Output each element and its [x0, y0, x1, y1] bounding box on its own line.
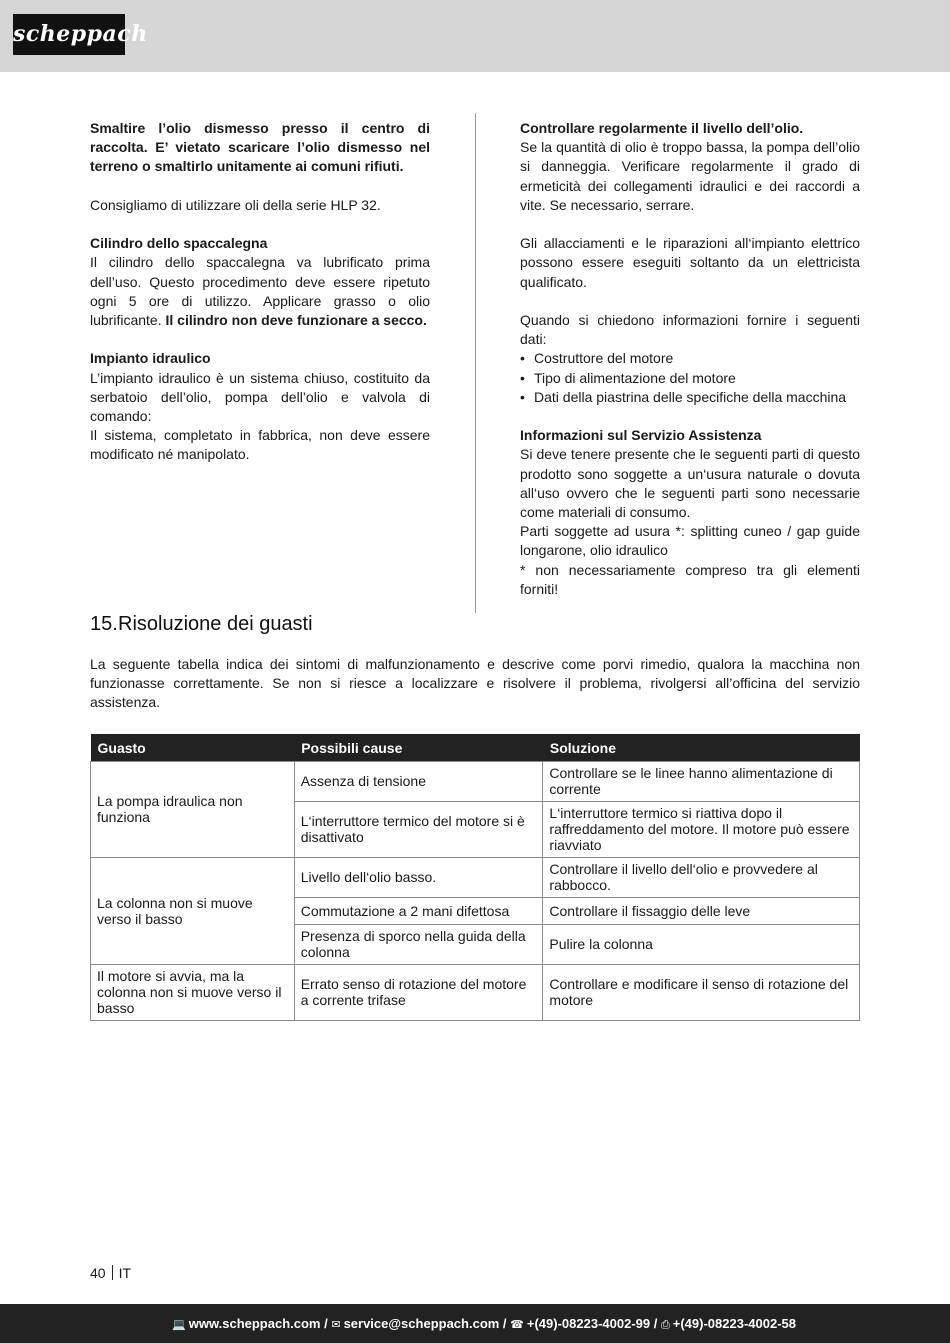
cause-cell: Presenza di sporco nella guida della colonna [294, 924, 543, 964]
electrical-note: Gli allacciamenti e le riparazioni all‘impianto elettrico possono essere eseguiti soltanto da un elettricista qualificato. [520, 235, 860, 290]
page-number-separator [112, 1265, 113, 1280]
column-header-cause: Possibili cause [294, 734, 543, 761]
cylinder-warning: Il cilindro non deve funzionare a secco. [165, 312, 427, 328]
list-item: • Costruttore del motore [520, 349, 860, 368]
service-text: Si deve tenere presente che le seguenti parti di questo prodotto sono soggette a un‘usura naturale o dovuta all‘uso ovvero che le seguenti parti sono necessarie come materiali di consumo. [520, 446, 860, 521]
cylinder-heading: Cilindro dello spaccalegna [90, 235, 268, 252]
service-heading: Informazioni sul Servizio Assistenza [520, 427, 762, 444]
column-header-fault: Guasto [91, 734, 295, 761]
service-section [520, 426, 860, 599]
solution-cell: Controllare il livello dell‘olio e provvedere al rabbocco. [543, 857, 860, 897]
page-header [0, 0, 950, 72]
footer-phone: +(49)-08223-4002-99 / [526, 1316, 658, 1331]
oil-recommendation: Consigliamo di utilizzare oli della serie HLP 32. [90, 196, 381, 213]
info-list [520, 349, 860, 407]
cause-cell: L‘interruttore termico del motore si è disattivato [294, 801, 543, 857]
oil-disposal-warning: Smaltire l’olio dismesso presso il centro di raccolta. E’ vietato scaricare l’olio dismesso nel terreno o smaltirlo unitamente ai comuni rifiuti. [90, 120, 430, 175]
hydraulic-heading: Impianto idraulico [90, 350, 211, 367]
cylinder-text: Il cilindro dello spaccalegna va lubrificato prima dell’uso. Questo procedimento deve essere ripetuto ogni 5 ore di utilizzo. Applicare grasso o olio lubrificante. [90, 254, 430, 328]
fault-cell: La pompa idraulica non funziona [91, 761, 295, 857]
fault-cell: Il motore si avvia, ma la colonna non si muove verso il basso [91, 964, 295, 1020]
info-request-text: Quando si chiedono informazioni fornire i seguenti dati: [520, 312, 860, 348]
cause-cell: Livello dell‘olio basso. [294, 857, 543, 897]
cylinder-section [90, 234, 430, 330]
column-header-solution: Soluzione [543, 734, 860, 761]
page-number [90, 1265, 131, 1281]
hydraulic-text-2: Il sistema, completato in fabbrica, non deve essere modificato né manipolato. [90, 427, 430, 463]
solution-cell: Controllare se le linee hanno alimentazione di corrente [543, 761, 860, 801]
table-row [91, 857, 860, 897]
cause-cell: Commutazione a 2 mani difettosa [294, 897, 543, 924]
cause-cell: Errato senso di rotazione del motore a corrente trifase [294, 964, 543, 1020]
hydraulic-section [90, 349, 430, 464]
table-header-row [91, 734, 860, 761]
troubleshooting-table [90, 734, 860, 1021]
footer-email[interactable]: service@scheppach.com / [343, 1316, 507, 1331]
email-icon: ✉ [331, 1319, 341, 1331]
footer-fax: +(49)-08223-4002-58 [672, 1316, 796, 1331]
section-title [90, 613, 313, 636]
computer-icon: 💻 [172, 1319, 186, 1331]
table-row [91, 761, 860, 801]
fax-icon: ⎙ [660, 1319, 670, 1331]
solution-cell: Controllare e modificare il senso di rotazione del motore [543, 964, 860, 1020]
footnote-text: * non necessariamente compreso tra gli elementi forniti! [520, 561, 860, 597]
left-column [90, 119, 430, 465]
section-intro: La seguente tabella indica dei sintomi di malfunzionamento e descrive come porvi rimedio, qualora la macchina non funzionasse correttamente. Se non si riesce a localizzare e risolvere il problema, rivolgersi all’officina del servizio assistenza. [90, 656, 860, 711]
page-footer [0, 1304, 950, 1343]
section-number: 15. [90, 613, 118, 635]
solution-cell: Controllare il fissaggio delle leve [543, 897, 860, 924]
page-language: IT [118, 1265, 132, 1281]
scheppach-logo: scheppach [13, 14, 125, 55]
solution-cell: L‘interruttore termico si riattiva dopo il raffreddamento del motore. Il motore può essere riavviato [543, 801, 860, 857]
solution-cell: Pulire la colonna [543, 924, 860, 964]
phone-icon: ☎ [510, 1319, 524, 1331]
list-item: • Tipo di alimentazione del motore [520, 369, 860, 388]
fault-cell: La colonna non si muove verso il basso [91, 857, 295, 964]
oil-check-section [520, 119, 860, 215]
oil-check-heading: Controllare regolarmente il livello dell’olio. [520, 120, 804, 136]
hydraulic-text-1: L’impianto idraulico è un sistema chiuso, costituito da serbatoio dell’olio, pompa dell’olio e valvola di comando: [90, 369, 430, 424]
right-column [520, 119, 860, 599]
oil-check-text: Se la quantità di olio è troppo bassa, la pompa dell’olio si danneggia. Verificare regolarmente il grado di ermeticità dei collegamenti idraulici e dei raccordi a vite. Se necessario, serrare. [520, 139, 860, 213]
page-number-value: 40 [90, 1265, 106, 1281]
list-item: • Dati della piastrina delle specifiche della macchina [520, 388, 860, 407]
table-row [91, 964, 860, 1020]
section-title-text: Risoluzione dei guasti [118, 613, 313, 635]
footer-website[interactable]: www.scheppach.com / [188, 1316, 328, 1331]
wear-parts-text: Parti soggette ad usura *: splitting cuneo / gap guide longarone, olio idraulico [520, 523, 860, 559]
column-divider [475, 113, 476, 613]
cause-cell: Assenza di tensione [294, 761, 543, 801]
